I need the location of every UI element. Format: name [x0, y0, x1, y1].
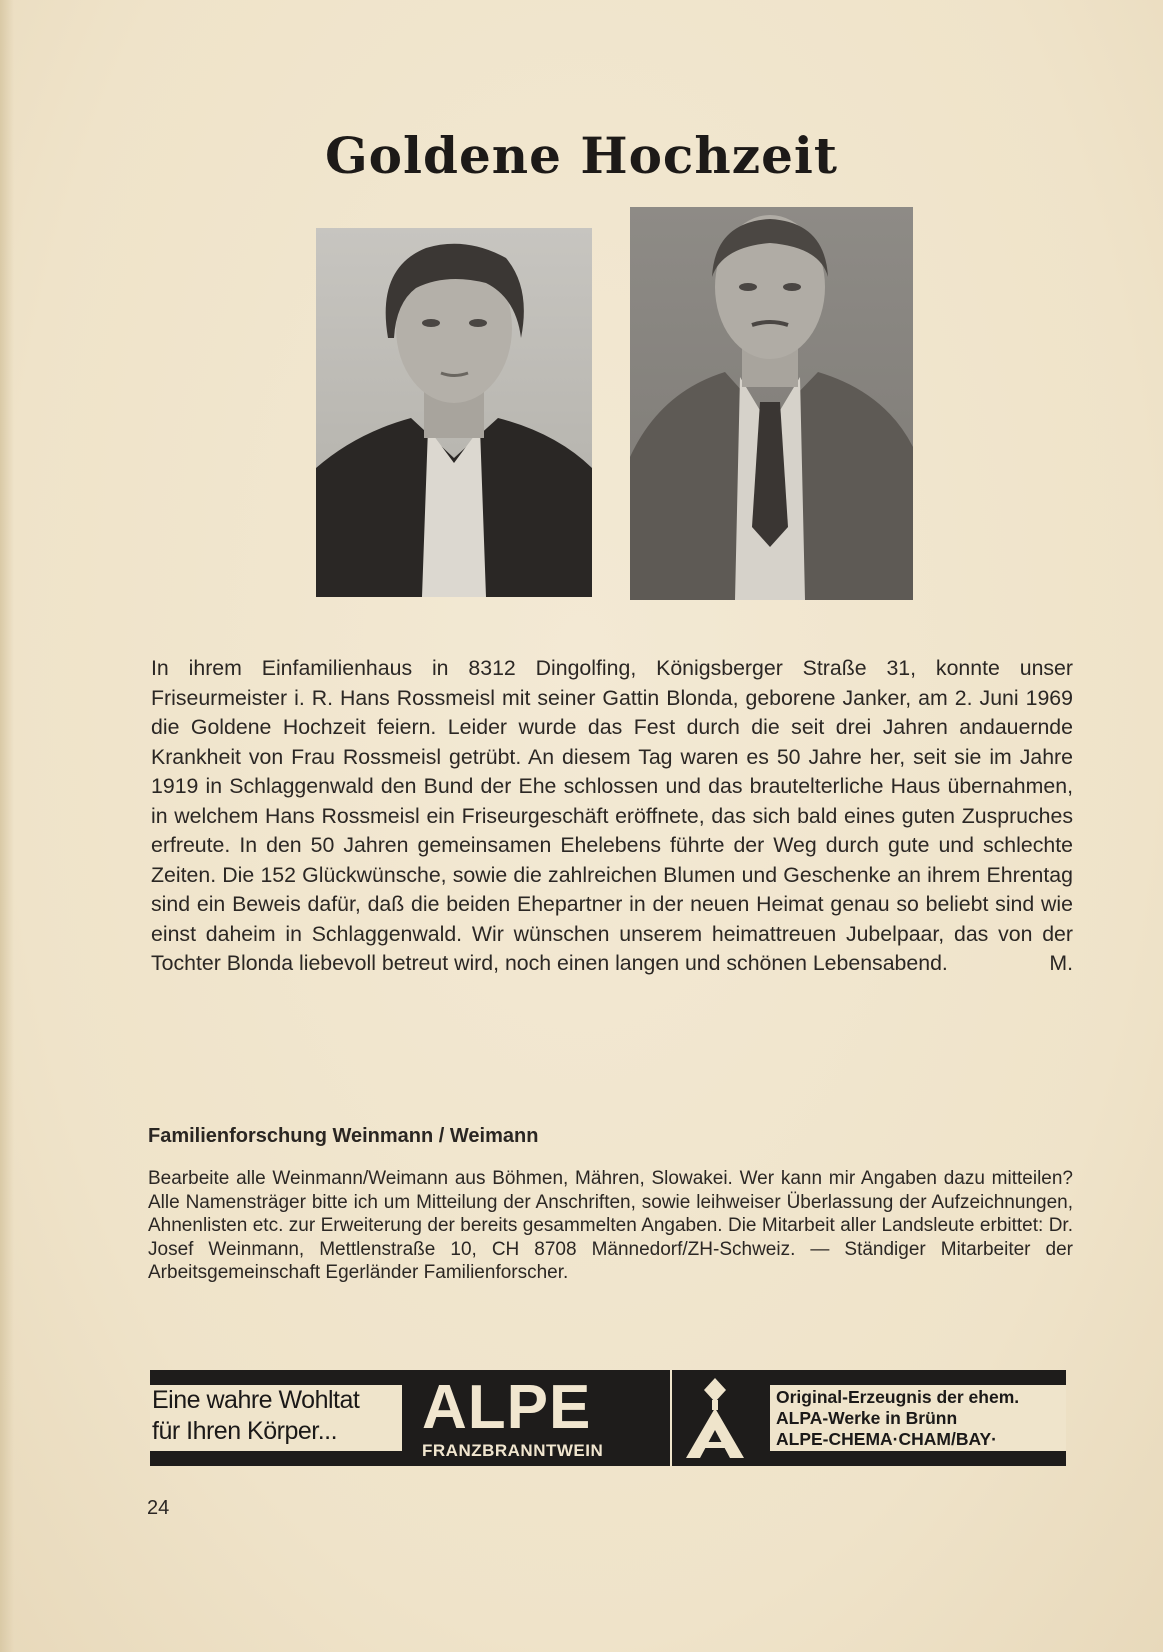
section-body: Bearbeite alle Weinmann/Weimann aus Böhmen, Mähren, Slowakei. Wer kann mir Angaben dazu mitteilen? Alle Namensträger bitte ich um Mitteilung der Anschriften, sowie leihweiser Überlassung der Aufzeichnungen, Ahnenlisten etc. zur Erweiterung der bereits gesammelten Angaben. Die Mitarbeit aller Landsleute erbittet: Dr. Josef Weinmann, Mettlenstraße 10, CH 8708 Männedorf/ZH-Schweiz. — Ständiger Mitarbeiter der Arbeitsgemeinschaft Egerländer Familienforscher.	[148, 1168, 1073, 1284]
article-body: In ihrem Einfamilienhaus in 8312 Dingolfing, Königsberger Straße 31, konnte unser Friseurmeister i. R. Hans Rossmeisl mit seiner Gattin Blonda, geborene Janker, am 2. Juni 1969 die Goldene Hochzeit feiern. Leider wurde das Fest durch die seit drei Jahren andauernde Krankheit von Frau Rossmeisl getrübt. An diesem Tag waren es 50 Jahre her, seit sie im Jahre 1919 in Schlaggenwald den Bund der Ehe schlossen und das brautelterliche Haus übernahmen, in welchem Hans Rossmeisl ein Friseurgeschäft eröffnete, das sich bald eines guten Zuspruches erfreute. In den 50 Jahren gemeinsamen Ehelebens führte der Weg durch gute und schlechte Zeiten. Die 152 Glückwünsche, sowie die zahlreichen Blumen und Geschenke an ihrem Ehrentag sind ein Beweis dafür, daß die beiden Ehepartner in der neuen Heimat genau so beliebt sind wie einst daheim in Schlaggenwald. Wir wünschen unserem heimattreuen Jubelpaar, das von der Tochter Blonda liebevoll betreut wird, noch einen langen und schönen Lebensabend.	[151, 656, 1073, 975]
ad-brand-logo: ALPE	[422, 1373, 592, 1442]
article-text	[151, 654, 1073, 979]
page-edge	[0, 0, 14, 1652]
page-title: Goldene Hochzeit	[324, 125, 839, 185]
ad-product-name: FRANZBRANNTWEIN	[422, 1441, 604, 1460]
alpe-emblem-icon	[680, 1376, 750, 1460]
ad-info-line: ALPE-CHEMA·CHAM/BAY·	[776, 1429, 998, 1449]
ad-slogan	[150, 1385, 402, 1451]
portrait-man-photo	[630, 207, 913, 600]
ad-divider	[670, 1370, 672, 1466]
ad-slogan-line: für Ihren Körper...	[152, 1417, 338, 1445]
ad-info	[770, 1385, 1066, 1451]
page-number: 24	[147, 1497, 170, 1519]
advertisement-banner	[150, 1370, 1066, 1466]
article-signature: M.	[1049, 951, 1073, 975]
ad-brand	[422, 1373, 604, 1462]
ad-info-line: Original-Erzeugnis der ehem.	[776, 1387, 1020, 1407]
section-heading: Familienforschung Weinmann / Weimann	[148, 1125, 539, 1147]
ad-slogan-line: Eine wahre Wohltat	[152, 1386, 360, 1414]
portrait-woman-photo	[316, 228, 592, 597]
ad-info-line: ALPA-Werke in Brünn	[776, 1408, 958, 1428]
